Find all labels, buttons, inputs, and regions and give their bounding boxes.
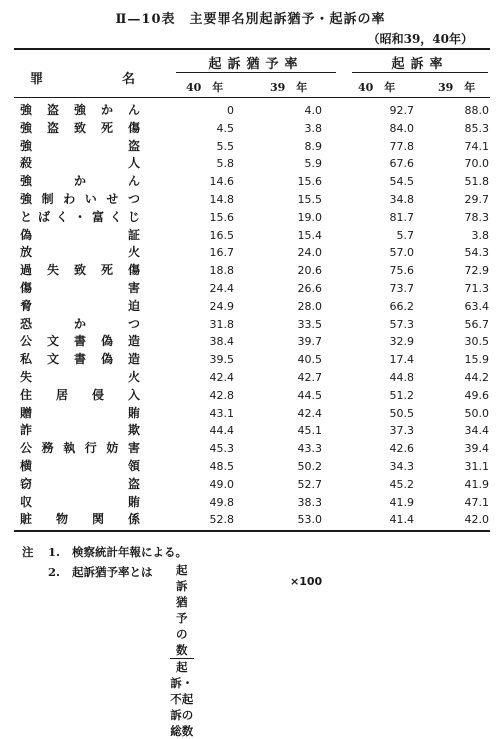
table-title: Ⅱ—10表 主要罪名別起訴猶予・起訴の率: [115, 12, 386, 27]
crime-name-char: 書: [73, 352, 86, 367]
suspension-rate-40: 31.8: [209, 317, 234, 331]
crime-name-char: 害: [127, 280, 140, 295]
table-row: [14, 422, 490, 440]
formula-fraction: [170, 562, 194, 739]
crime-name-char: わ: [63, 191, 76, 206]
crime-name-char: 賍: [20, 512, 33, 527]
crime-name: [20, 494, 140, 512]
crime-name-char: い: [84, 191, 97, 206]
prosecution-rate-40: 34.3: [389, 459, 414, 473]
table-subtitle: （昭和39，40年）: [367, 32, 473, 46]
crime-name-char: 領: [127, 458, 140, 473]
prosecution-rate-39: 3.8: [471, 228, 489, 242]
prosecution-rate-39: 56.7: [464, 317, 489, 331]
crime-name-char: 偽: [100, 334, 113, 349]
crime-name-char: 窃: [20, 476, 33, 491]
crime-name: [20, 511, 140, 529]
suspension-rate-39: 53.0: [297, 513, 322, 527]
crime-name-char: 入: [127, 387, 140, 402]
crime-name: [20, 440, 140, 458]
suspension-rate-39: 3.8: [304, 121, 322, 135]
prosecution-rate-39: 44.2: [464, 370, 489, 384]
suspension-rate-39: 8.9: [304, 139, 322, 153]
crime-name: [20, 102, 140, 120]
prosecution-rate-40: 92.7: [389, 104, 414, 117]
table-row: [14, 458, 490, 476]
crime-name-char: 富: [91, 209, 104, 224]
prosecution-rate-40: 37.3: [389, 424, 414, 438]
prosecution-rate-40: 5.7: [396, 228, 414, 242]
suspension-rate-40: 42.8: [209, 388, 234, 402]
header-crime-char-2: 名: [122, 72, 136, 87]
suspension-rate-40: 14.8: [209, 192, 234, 206]
crime-name-char: 恐: [20, 316, 33, 331]
prosecution-rate-40: 34.8: [389, 192, 414, 206]
crime-name-char: 火: [127, 245, 140, 260]
bottom-rule: [14, 530, 490, 532]
crime-name-char: ん: [127, 174, 140, 189]
prosecution-rate-40: 41.4: [389, 513, 414, 527]
suspension-rate-39: 45.1: [297, 424, 322, 438]
prosecution-rate-39: 78.3: [464, 210, 489, 224]
table-row: [14, 369, 490, 387]
crime-name-char: 居: [55, 387, 68, 402]
crime-name-char: 人: [127, 156, 140, 171]
table-row: [14, 173, 490, 191]
crime-name-char: 公: [20, 334, 33, 349]
crime-name-char: 強: [20, 191, 33, 206]
header-g-year39: 39 年: [270, 81, 308, 94]
table-row: [14, 298, 490, 316]
suspension-rate-40: 49.8: [209, 495, 234, 509]
prosecution-rate-39: 70.0: [464, 157, 489, 171]
suspension-rate-40: 5.8: [216, 157, 234, 171]
suspension-rate-40: 14.6: [209, 175, 234, 189]
crime-name: [20, 262, 140, 280]
crime-name: [20, 333, 140, 351]
crime-name: [20, 138, 140, 156]
crime-name: [20, 120, 140, 138]
suspension-rate-40: 18.8: [209, 264, 234, 278]
crime-name-char: 強: [73, 103, 86, 117]
crime-name-char: 詐: [20, 423, 33, 438]
prosecution-rate-40: 44.8: [389, 370, 414, 384]
suspension-rate-40: 24.9: [209, 299, 234, 313]
prosecution-rate-40: 84.0: [389, 121, 414, 135]
crime-name: [20, 405, 140, 423]
suspension-rate-39: 52.7: [297, 477, 322, 491]
suspension-rate-40: 45.3: [209, 442, 234, 456]
crime-name: [20, 298, 140, 316]
crime-name-char: 贈: [20, 405, 33, 420]
suspension-rate-39: 20.6: [297, 264, 322, 278]
table-row: [14, 440, 490, 458]
suspension-rate-39: 15.5: [297, 192, 322, 206]
prosecution-rate-39: 71.3: [464, 281, 489, 295]
crime-name: [20, 173, 140, 191]
note-2-text: 起訴猶予率とは: [72, 565, 153, 579]
crime-name-char: 証: [127, 227, 140, 242]
suspension-rate-39: 15.6: [297, 175, 322, 189]
note-1-text: 検察統計年報による。: [72, 545, 187, 559]
crime-name-char: 死: [100, 263, 113, 278]
table-row: [14, 227, 490, 245]
crime-name-char: 失: [46, 263, 59, 278]
crime-name-char: ・: [73, 209, 86, 224]
crime-name: [20, 369, 140, 387]
crime-name-char: 妨: [106, 441, 119, 456]
suspension-rate-40: 52.8: [209, 513, 234, 527]
crime-name-char: 造: [127, 334, 140, 349]
note-2-number: 2.: [48, 565, 61, 579]
header-crime-char-1: 罪: [30, 72, 44, 87]
suspension-rate-40: 16.5: [209, 228, 234, 242]
table-row: [14, 387, 490, 405]
crime-name-char: 文: [46, 334, 59, 349]
prosecution-rate-39: 85.3: [464, 121, 489, 135]
formula-multiplier: ×100: [290, 575, 323, 588]
suspension-rate-39: 44.5: [297, 388, 322, 402]
header-group1-rule: [176, 72, 336, 73]
prosecution-rate-39: 63.4: [464, 299, 489, 313]
prosecution-rate-40: 57.0: [389, 246, 414, 260]
prosecution-rate-39: 50.0: [464, 406, 489, 420]
crime-name-char: じ: [127, 209, 140, 224]
top-rule: [14, 48, 490, 50]
table-row: [14, 209, 490, 227]
header-prosecution-suspension-rate: 起訴猶予率: [208, 57, 304, 72]
suspension-rate-40: 5.5: [216, 139, 234, 153]
crime-name-char: 関: [91, 512, 104, 527]
crime-name-char: 私: [20, 352, 33, 367]
suspension-rate-40: 44.4: [209, 424, 234, 438]
crime-name-char: 致: [73, 263, 86, 278]
prosecution-rate-39: 31.1: [464, 459, 489, 473]
crime-name-char: 公: [20, 441, 33, 456]
prosecution-rate-40: 51.2: [389, 388, 414, 402]
prosecution-rate-40: 66.2: [389, 299, 414, 313]
crime-name-char: か: [73, 174, 86, 189]
suspension-rate-39: 42.4: [297, 406, 322, 420]
header-k-year40: 40 年: [358, 81, 396, 94]
crime-name: [20, 316, 140, 334]
suspension-rate-40: 4.5: [216, 121, 234, 135]
crime-name: [20, 227, 140, 245]
prosecution-rate-40: 81.7: [389, 210, 414, 224]
header-g-year40: 40 年: [186, 81, 224, 94]
suspension-rate-39: 42.7: [297, 370, 322, 384]
crime-name: [20, 209, 140, 227]
crime-name-char: 賄: [127, 494, 140, 509]
suspension-rate-39: 50.2: [297, 459, 322, 473]
crime-name: [20, 458, 140, 476]
crime-name-char: 偽: [100, 352, 113, 367]
suspension-rate-39: 5.9: [304, 157, 322, 171]
crime-name-char: 係: [127, 512, 140, 527]
header-k-year39: 39 年: [438, 81, 476, 94]
table-row: [14, 351, 490, 369]
prosecution-rate-39: 49.6: [464, 388, 489, 402]
prosecution-rate-39: 54.3: [464, 246, 489, 260]
prosecution-rate-40: 17.4: [389, 353, 414, 367]
crime-name-char: 侵: [91, 387, 104, 402]
header-group2-rule: [352, 72, 488, 73]
crime-name-char: ば: [37, 209, 50, 224]
crime-name-char: 傷: [127, 263, 140, 278]
table-row: [14, 120, 490, 138]
prosecution-rate-40: 73.7: [389, 281, 414, 295]
crime-name-char: 強: [20, 174, 33, 189]
formula-numerator: 起訴猶予の数: [170, 562, 194, 659]
crime-name-char: 務: [41, 441, 54, 456]
crime-name: [20, 155, 140, 173]
suspension-rate-40: 15.6: [209, 210, 234, 224]
table-row: [14, 280, 490, 298]
crime-name-char: 強: [20, 120, 33, 135]
prosecution-rate-39: 42.0: [464, 513, 489, 527]
suspension-rate-40: 39.5: [209, 353, 234, 367]
suspension-rate-39: 24.0: [297, 246, 322, 260]
prosecution-rate-40: 57.3: [389, 317, 414, 331]
crime-name-char: つ: [127, 191, 140, 206]
crime-name-char: ん: [127, 103, 140, 117]
suspension-rate-40: 38.4: [209, 335, 234, 349]
table-row: [14, 138, 490, 156]
crime-name-char: 盗: [46, 103, 59, 117]
crime-name-char: か: [100, 103, 113, 117]
prosecution-rate-39: 30.5: [464, 335, 489, 349]
crime-name-char: 書: [73, 334, 86, 349]
table-row: [14, 155, 490, 173]
crime-name-char: 強: [20, 103, 33, 117]
table-row: [14, 191, 490, 209]
suspension-rate-39: 4.0: [304, 104, 322, 117]
prosecution-rate-39: 41.9: [464, 477, 489, 491]
crime-name-char: 住: [20, 387, 33, 402]
table-row: [14, 333, 490, 351]
suspension-rate-39: 28.0: [297, 299, 322, 313]
prosecution-rate-39: 72.9: [464, 264, 489, 278]
prosecution-rate-39: 29.7: [464, 192, 489, 206]
suspension-rate-39: 40.5: [297, 353, 322, 367]
table-row: [14, 476, 490, 494]
suspension-rate-40: 49.0: [209, 477, 234, 491]
prosecution-rate-39: 51.8: [464, 175, 489, 189]
crime-name-char: 賄: [127, 405, 140, 420]
suspension-rate-39: 19.0: [297, 210, 322, 224]
prosecution-rate-39: 74.1: [464, 139, 489, 153]
crime-name-char: 殺: [20, 156, 33, 171]
crime-name-char: 害: [127, 441, 140, 456]
crime-name-char: 行: [84, 441, 97, 456]
crime-name-char: 脅: [20, 298, 33, 313]
table-row: [14, 494, 490, 512]
prosecution-rate-40: 75.6: [389, 264, 414, 278]
suspension-rate-40: 24.4: [209, 281, 234, 295]
suspension-rate-39: 15.4: [297, 228, 322, 242]
crime-name-char: 失: [20, 369, 33, 384]
crime-name-char: 収: [20, 494, 33, 509]
suspension-rate-39: 26.6: [297, 281, 322, 295]
prosecution-rate-39: 47.1: [464, 495, 489, 509]
suspension-rate-40: 48.5: [209, 459, 234, 473]
table-row: [14, 511, 490, 529]
crime-name-char: 偽: [20, 227, 33, 242]
crime-name-char: 傷: [127, 120, 140, 135]
header-rule: [14, 97, 490, 98]
crime-name-char: 物: [55, 512, 68, 527]
note-1-number: 1.: [48, 545, 61, 559]
suspension-rate-39: 39.7: [297, 335, 322, 349]
crime-name-char: 放: [20, 245, 33, 260]
crime-name-char: 火: [127, 369, 140, 384]
prosecution-rate-40: 42.6: [389, 442, 414, 456]
crime-name-char: と: [20, 209, 33, 224]
prosecution-rate-40: 45.2: [389, 477, 414, 491]
suspension-rate-40: 0: [227, 104, 234, 117]
crime-name-char: か: [73, 316, 86, 331]
crime-name-char: 致: [73, 120, 86, 135]
table-row: [14, 405, 490, 423]
suspension-rate-40: 16.7: [209, 246, 234, 260]
crime-name-char: 横: [20, 458, 33, 473]
crime-name-char: く: [109, 209, 122, 224]
table-row: [14, 102, 490, 120]
crime-name-char: 過: [20, 263, 33, 278]
suspension-rate-40: 42.4: [209, 370, 234, 384]
crime-name: [20, 422, 140, 440]
prosecution-rate-40: 32.9: [389, 335, 414, 349]
table-row: [14, 262, 490, 280]
crime-name-char: 強: [20, 138, 33, 153]
crime-name-char: 盗: [127, 476, 140, 491]
crime-name: [20, 191, 140, 209]
table-row: [14, 244, 490, 262]
suspension-rate-39: 43.3: [297, 442, 322, 456]
crime-name-char: 迫: [127, 298, 140, 313]
crime-name-char: 制: [41, 191, 54, 206]
prosecution-rate-40: 77.8: [389, 139, 414, 153]
crime-name: [20, 387, 140, 405]
crime-name-char: せ: [106, 191, 119, 206]
prosecution-rate-39: 34.4: [464, 424, 489, 438]
table-row: [14, 316, 490, 334]
note-label: 注: [22, 545, 34, 559]
crime-name-char: 死: [100, 120, 113, 135]
crime-name: [20, 244, 140, 262]
crime-name-char: 盗: [46, 120, 59, 135]
prosecution-rate-39: 39.4: [464, 442, 489, 456]
prosecution-rate-40: 50.5: [389, 406, 414, 420]
crime-name-char: 傷: [20, 280, 33, 295]
suspension-rate-40: 43.1: [209, 406, 234, 420]
prosecution-rate-39: 15.9: [464, 353, 489, 367]
prosecution-rate-40: 41.9: [389, 495, 414, 509]
crime-name-char: 盗: [127, 138, 140, 153]
crime-name-char: 執: [63, 441, 76, 456]
suspension-rate-39: 38.3: [297, 495, 322, 509]
prosecution-rate-39: 88.0: [464, 104, 489, 117]
prosecution-rate-40: 67.6: [389, 157, 414, 171]
crime-name: [20, 476, 140, 494]
prosecution-rate-40: 54.5: [389, 175, 414, 189]
crime-name: [20, 351, 140, 369]
crime-name-char: 文: [46, 352, 59, 367]
crime-name-char: 造: [127, 352, 140, 367]
crime-name-char: つ: [127, 316, 140, 331]
header-prosecution-rate: 起訴率: [391, 57, 449, 72]
crime-name: [20, 280, 140, 298]
crime-name-char: 欺: [127, 423, 140, 438]
table-body: [14, 102, 490, 529]
suspension-rate-39: 33.5: [297, 317, 322, 331]
formula-denominator: 起訴・不起訴の総数: [170, 660, 194, 738]
crime-name-char: く: [55, 209, 68, 224]
